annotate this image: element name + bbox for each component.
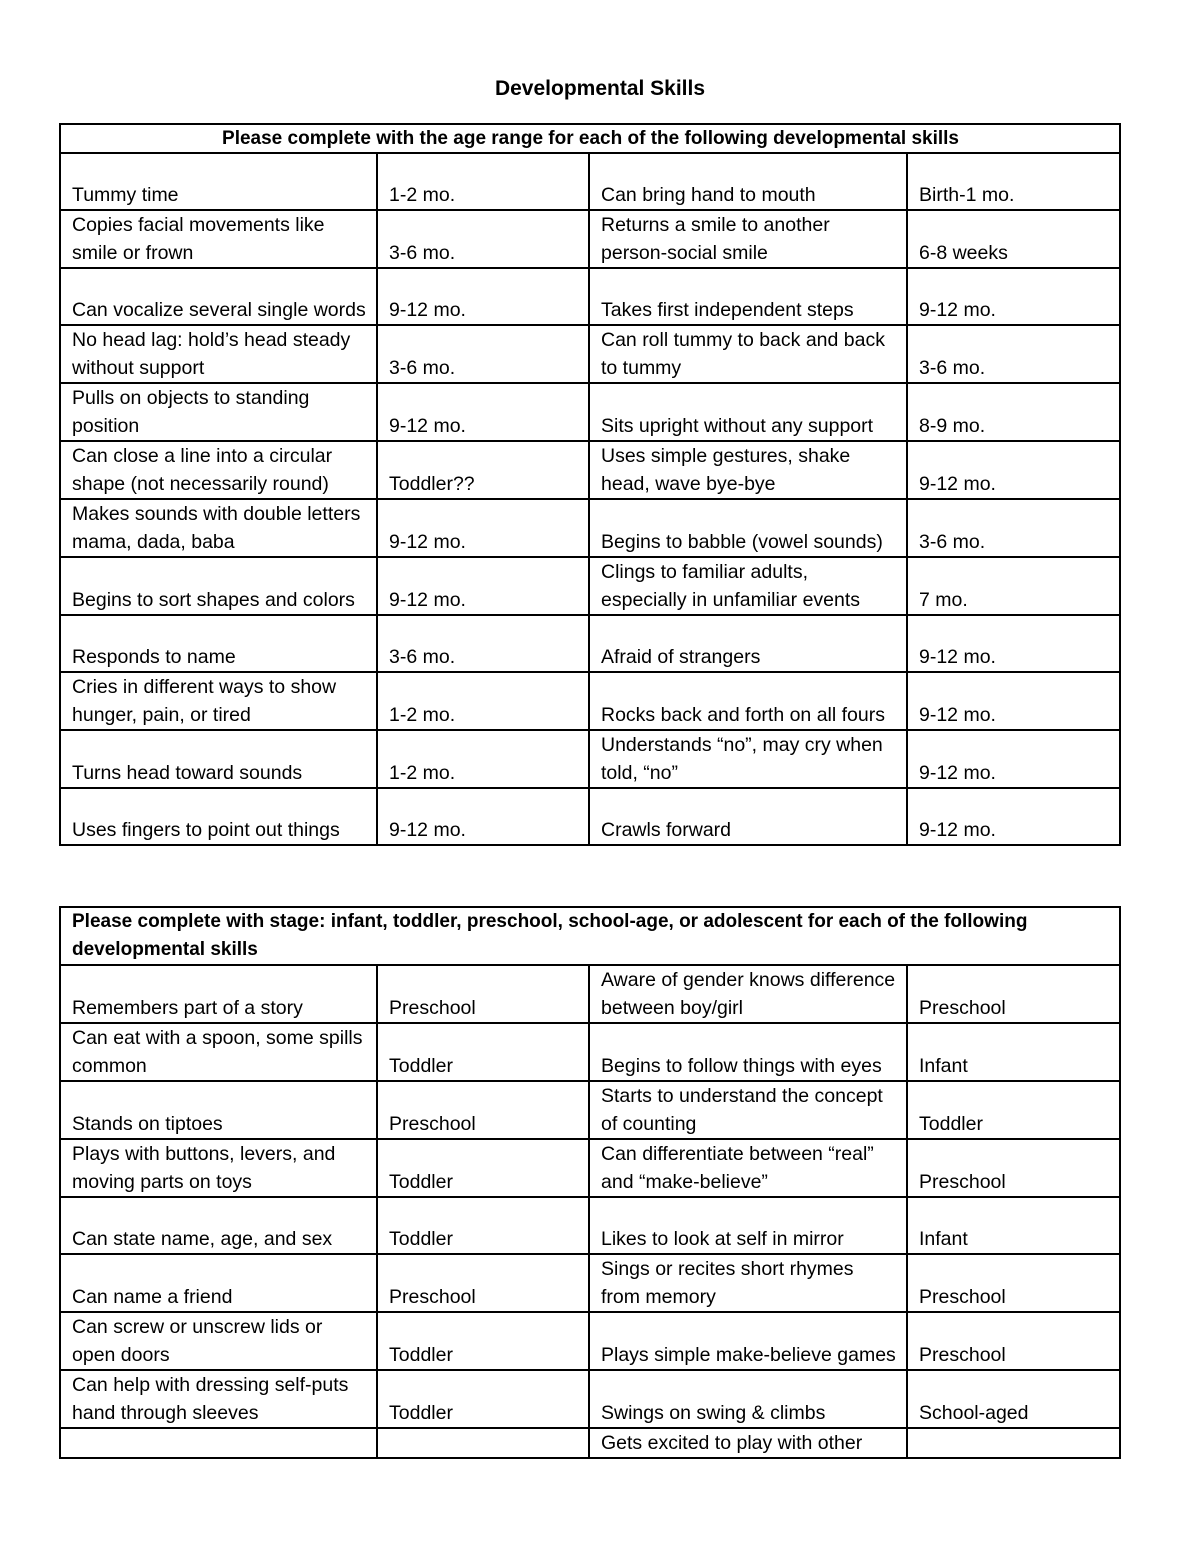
age-range-cell: 9-12 mo.	[907, 268, 1120, 325]
skill-cell: Likes to look at self in mirror	[589, 1197, 907, 1254]
skill-cell: Swings on swing & climbs	[589, 1370, 907, 1428]
skill-cell: Can close a line into a circular shape (not necessarily round)	[60, 441, 377, 499]
stage-cell	[377, 1428, 589, 1458]
skill-cell: Stands on tiptoes	[60, 1081, 377, 1139]
stage-cell: School-aged	[907, 1370, 1120, 1428]
age-range-cell: 3-6 mo.	[377, 615, 589, 672]
age-range-cell: 9-12 mo.	[907, 730, 1120, 788]
age-range-cell: 9-12 mo.	[377, 557, 589, 615]
age-table-row	[60, 383, 1120, 441]
age-range-cell: 3-6 mo.	[907, 499, 1120, 557]
stage-table-row	[60, 1428, 1120, 1458]
skill-cell: Rocks back and forth on all fours	[589, 672, 907, 730]
skill-cell: Aware of gender knows difference between boy/girl	[589, 965, 907, 1023]
age-range-table	[59, 123, 1121, 846]
stage-cell: Infant	[907, 1023, 1120, 1081]
age-table-row	[60, 210, 1120, 268]
age-table-row	[60, 268, 1120, 325]
skill-cell: Plays with buttons, levers, and moving parts on toys	[60, 1139, 377, 1197]
skill-cell: Pulls on objects to standing position	[60, 383, 377, 441]
age-range-cell: Birth-1 mo.	[907, 153, 1120, 210]
age-range-cell: 9-12 mo.	[907, 615, 1120, 672]
skill-cell: Turns head toward sounds	[60, 730, 377, 788]
skill-cell: Uses simple gestures, shake head, wave bye-bye	[589, 441, 907, 499]
skill-cell: Can name a friend	[60, 1254, 377, 1312]
stage-table-row	[60, 1370, 1120, 1428]
age-table-row	[60, 788, 1120, 845]
skill-cell: Can screw or unscrew lids or open doors	[60, 1312, 377, 1370]
age-range-cell: 1-2 mo.	[377, 153, 589, 210]
stage-cell: Preschool	[907, 1312, 1120, 1370]
stage-cell: Preschool	[377, 1254, 589, 1312]
skill-cell: Begins to sort shapes and colors	[60, 557, 377, 615]
age-table-header: Please complete with the age range for each of the following developmental skills	[60, 124, 1120, 153]
skill-cell: Gets excited to play with other	[589, 1428, 907, 1458]
age-table-row	[60, 672, 1120, 730]
age-range-cell: 8-9 mo.	[907, 383, 1120, 441]
stage-table-row	[60, 1023, 1120, 1081]
skill-cell: Responds to name	[60, 615, 377, 672]
stage-cell: Infant	[907, 1197, 1120, 1254]
stage-cell: Toddler	[907, 1081, 1120, 1139]
age-range-cell: 9-12 mo.	[907, 672, 1120, 730]
age-range-cell: Toddler??	[377, 441, 589, 499]
age-range-cell: 9-12 mo.	[377, 788, 589, 845]
stage-cell: Preschool	[907, 965, 1120, 1023]
stage-cell: Preschool	[907, 1139, 1120, 1197]
skill-cell: Tummy time	[60, 153, 377, 210]
skill-cell: Begins to follow things with eyes	[589, 1023, 907, 1081]
stage-table-row	[60, 1197, 1120, 1254]
age-range-cell: 9-12 mo.	[907, 441, 1120, 499]
stage-cell: Preschool	[377, 965, 589, 1023]
skill-cell: Cries in different ways to show hunger, pain, or tired	[60, 672, 377, 730]
skill-cell: Plays simple make-believe games	[589, 1312, 907, 1370]
age-range-cell: 1-2 mo.	[377, 672, 589, 730]
age-range-cell: 3-6 mo.	[907, 325, 1120, 383]
skill-cell	[60, 1428, 377, 1458]
stage-cell: Preschool	[907, 1254, 1120, 1312]
stage-table-row	[60, 1139, 1120, 1197]
age-range-cell: 9-12 mo.	[377, 383, 589, 441]
age-table-row	[60, 557, 1120, 615]
skill-cell: Clings to familiar adults, especially in unfamiliar events	[589, 557, 907, 615]
stage-cell: Toddler	[377, 1370, 589, 1428]
skill-cell: Can bring hand to mouth	[589, 153, 907, 210]
stage-table-row	[60, 1254, 1120, 1312]
skill-cell: Makes sounds with double letters mama, dada, baba	[60, 499, 377, 557]
skill-cell: Can roll tummy to back and back to tummy	[589, 325, 907, 383]
skill-cell: Understands “no”, may cry when told, “no”	[589, 730, 907, 788]
age-range-cell: 7 mo.	[907, 557, 1120, 615]
skill-cell: Afraid of strangers	[589, 615, 907, 672]
skill-cell: Sings or recites short rhymes from memory	[589, 1254, 907, 1312]
skill-cell: Copies facial movements like smile or frown	[60, 210, 377, 268]
stage-cell	[907, 1428, 1120, 1458]
age-table-row	[60, 153, 1120, 210]
page-title: Developmental Skills	[494, 77, 706, 100]
stage-table-row	[60, 1312, 1120, 1370]
skill-cell: Can differentiate between “real” and “make-believe”	[589, 1139, 907, 1197]
stage-cell: Preschool	[377, 1081, 589, 1139]
age-range-cell: 9-12 mo.	[377, 499, 589, 557]
age-table-row	[60, 441, 1120, 499]
skill-cell: Can vocalize several single words	[60, 268, 377, 325]
skill-cell: Takes first independent steps	[589, 268, 907, 325]
age-range-cell: 9-12 mo.	[907, 788, 1120, 845]
skill-cell: Starts to understand the concept of counting	[589, 1081, 907, 1139]
stage-table	[59, 906, 1121, 1459]
stage-cell: Toddler	[377, 1023, 589, 1081]
skill-cell: Begins to babble (vowel sounds)	[589, 499, 907, 557]
age-table-row	[60, 325, 1120, 383]
skill-cell: Can help with dressing self-puts hand through sleeves	[60, 1370, 377, 1428]
stage-table-row	[60, 965, 1120, 1023]
skill-cell: Uses fingers to point out things	[60, 788, 377, 845]
skill-cell: Crawls forward	[589, 788, 907, 845]
skill-cell: Sits upright without any support	[589, 383, 907, 441]
age-table-row	[60, 615, 1120, 672]
stage-cell: Toddler	[377, 1197, 589, 1254]
skill-cell: No head lag: hold’s head steady without support	[60, 325, 377, 383]
stage-cell: Toddler	[377, 1139, 589, 1197]
skill-cell: Remembers part of a story	[60, 965, 377, 1023]
stage-table-row	[60, 1081, 1120, 1139]
age-range-cell: 9-12 mo.	[377, 268, 589, 325]
skill-cell: Can state name, age, and sex	[60, 1197, 377, 1254]
skill-cell: Can eat with a spoon, some spills common	[60, 1023, 377, 1081]
age-range-cell: 3-6 mo.	[377, 325, 589, 383]
stage-table-header: Please complete with stage: infant, toddler, preschool, school-age, or adolescent for each of the following developmental skills	[60, 907, 1120, 965]
stage-cell: Toddler	[377, 1312, 589, 1370]
age-range-cell: 3-6 mo.	[377, 210, 589, 268]
age-range-cell: 1-2 mo.	[377, 730, 589, 788]
age-table-row	[60, 499, 1120, 557]
age-table-row	[60, 730, 1120, 788]
age-range-cell: 6-8 weeks	[907, 210, 1120, 268]
skill-cell: Returns a smile to another person-social smile	[589, 210, 907, 268]
